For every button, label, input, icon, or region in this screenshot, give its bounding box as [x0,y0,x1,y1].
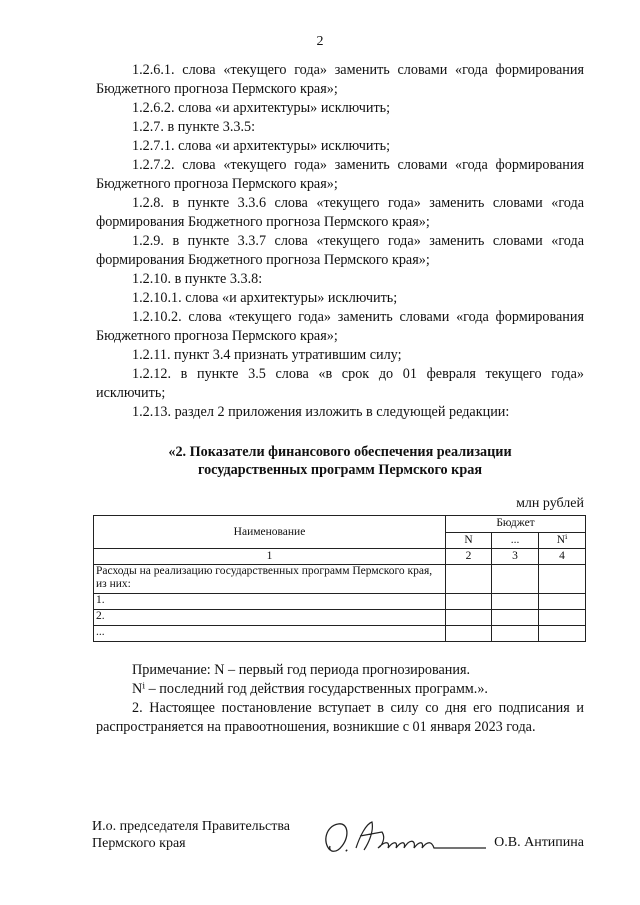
section-heading [96,443,584,479]
table-column-numbers-row [94,549,586,565]
row-cell [446,626,492,642]
section-heading-line2: государственных программ Пермского края [197,462,483,478]
row-cell [492,610,539,626]
row-cell [539,610,586,626]
table-header-row [94,516,586,533]
paragraph-1-2-6-2: 1.2.6.2. слова «и архитектуры» исключить; [132,100,391,116]
position-line2: Пермского края [92,836,186,851]
col-number: 3 [492,549,539,565]
col-number: 4 [539,549,586,565]
subheader-n: N [446,532,492,549]
unit-label: млн рублей [516,496,584,511]
handwritten-signature [316,812,486,862]
row-name: ... [94,626,446,642]
paragraph-1-2-8: 1.2.8. в пункте 3.3.6 слова «текущего года» заменить словами «года формирования Бюджетного прогноза Пермского края»; [96,195,584,230]
col-number: 2 [446,549,492,565]
row-cell [492,626,539,642]
clause-2: 2. Настоящее постановление вступает в силу со дня его подписания и распространяется на правоотношения, возникшие с 01 января 2023 года. [96,700,584,735]
paragraph-1-2-12: 1.2.12. в пункте 3.5 слова «в срок до 01 февраля текущего года» исключить; [96,366,584,401]
note-n: Примечание: N – первый год периода прогнозирования. [132,662,471,678]
note-ni: Nⁱ – последний год действия государственных программ.». [132,681,488,697]
header-budget: Бюджет [446,516,586,533]
paragraph-1-2-10-1: 1.2.10.1. слова «и архитектуры» исключить; [132,290,398,306]
signatory-name: О.В. Антипина [494,835,584,850]
paragraph-1-2-13: 1.2.13. раздел 2 приложения изложить в следующей редакции: [132,404,510,420]
col-number: 1 [94,549,446,565]
paragraph-1-2-6-1: 1.2.6.1. слова «текущего года» заменить словами «года формирования Бюджетного прогноза Пермского края»; [96,62,584,97]
paragraph-1-2-7-1: 1.2.7.1. слова «и архитектуры» исключить; [132,138,391,154]
row-cell [492,565,539,594]
paragraph-1-2-9: 1.2.9. в пункте 3.3.7 слова «текущего года» заменить словами «года формирования Бюджетного прогноза Пермского края»; [96,233,584,268]
row-cell [446,565,492,594]
row-cell [446,610,492,626]
paragraph-1-2-10: 1.2.10. в пункте 3.3.8: [132,271,263,287]
subheader-ni: Nⁱ [539,532,586,549]
page-number: 2 [316,34,324,49]
header-name: Наименование [94,516,446,549]
table-row [94,610,586,626]
row-cell [446,594,492,610]
section-heading-line1: «2. Показатели финансового обеспечения реализации [168,444,512,460]
row-cell [539,626,586,642]
row-cell [492,594,539,610]
budget-table [93,515,586,642]
row-cell [539,594,586,610]
notes-block [96,661,584,737]
table-row [94,594,586,610]
paragraph-1-2-10-2: 1.2.10.2. слова «текущего года» заменить словами «года формирования Бюджетного прогноза Пермского края»; [96,309,584,344]
paragraph-1-2-11: 1.2.11. пункт 3.4 признать утратившим силу; [132,347,402,363]
row-cell [539,565,586,594]
table-row [94,565,586,594]
paragraph-1-2-7: 1.2.7. в пункте 3.3.5: [132,119,256,135]
subheader-ellipsis: ... [492,532,539,549]
row-name: 2. [94,610,446,626]
row-name: Расходы на реализацию государственных программ Пермского края, из них: [94,565,446,594]
paragraph-1-2-7-2: 1.2.7.2. слова «текущего года» заменить словами «года формирования Бюджетного прогноза Пермского края»; [96,157,584,192]
row-name: 1. [94,594,446,610]
table-row [94,626,586,642]
document-body [96,61,584,422]
position-line1: И.о. председателя Правительства [92,819,291,834]
signatory-position [92,818,290,852]
